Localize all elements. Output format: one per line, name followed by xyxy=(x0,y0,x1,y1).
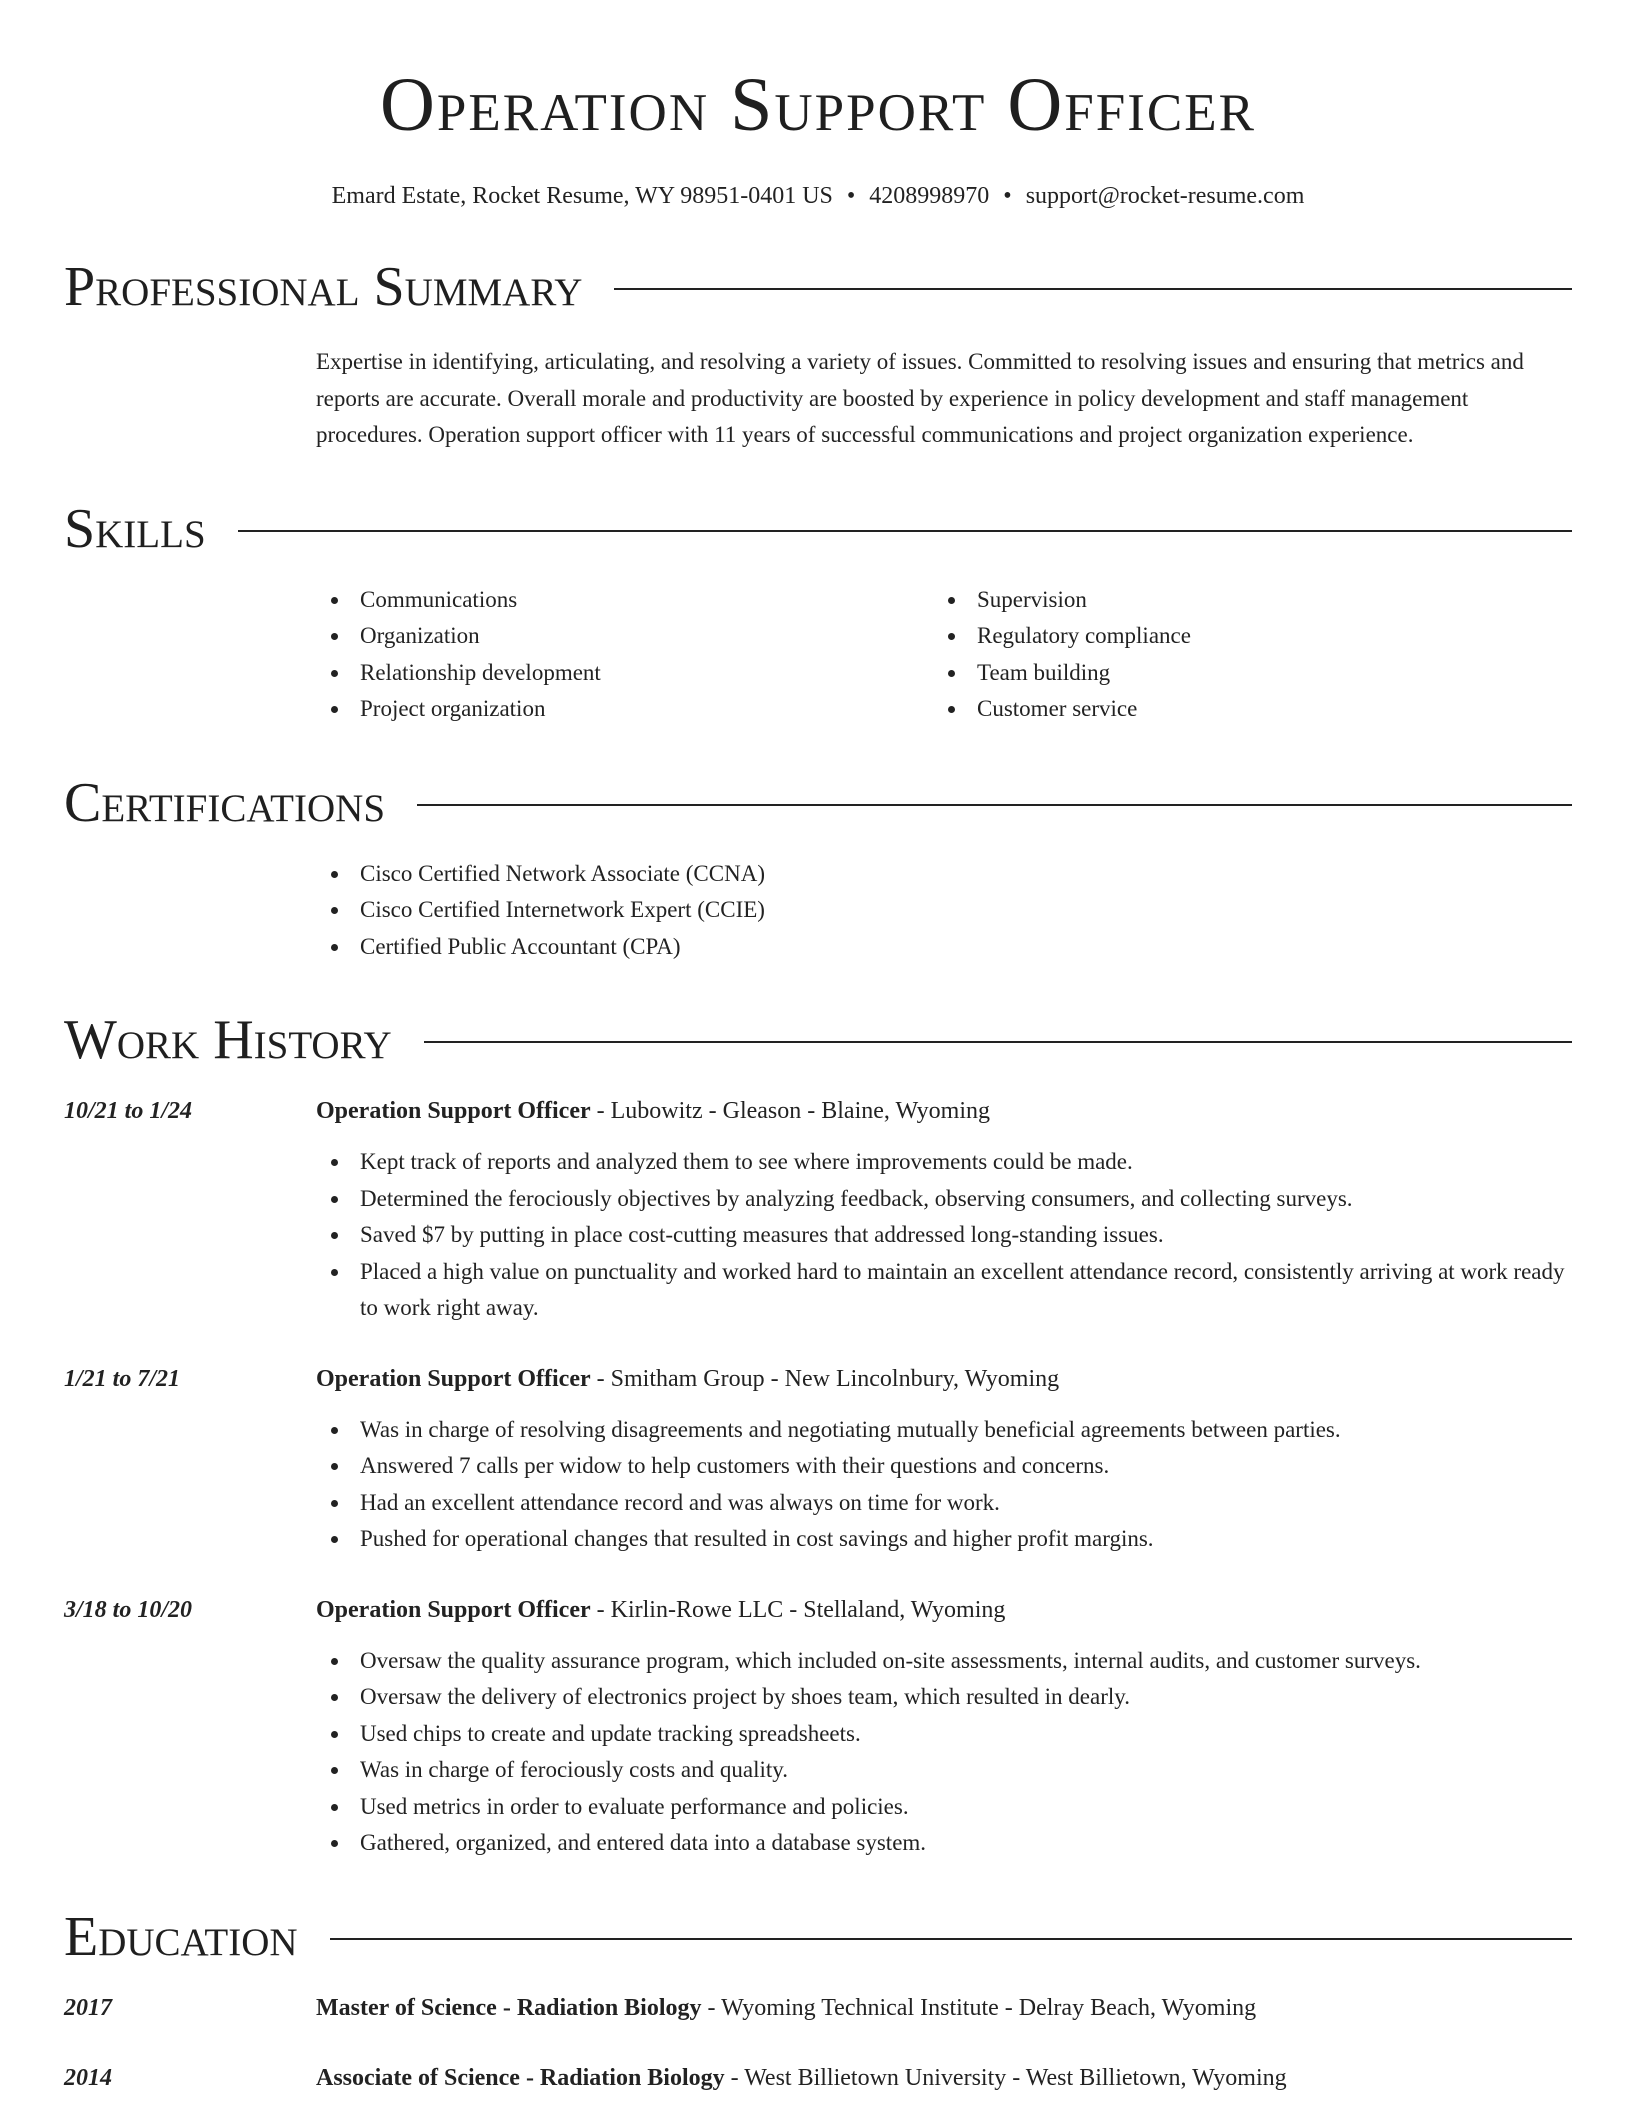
job-dates: 10/21 to 1/24 xyxy=(64,1098,193,1124)
contact-address: Emard Estate, Rocket Resume, WY 98951-0401 US xyxy=(331,183,833,209)
job-entry xyxy=(64,1361,1572,1558)
summary-heading: Professional Summary xyxy=(64,256,583,318)
contact-separator: • xyxy=(846,183,856,209)
job-duty: Had an excellent attendance record and was always on time for work. xyxy=(316,1485,1572,1522)
job-duty: Used chips to create and update tracking spreadsheets. xyxy=(316,1716,1572,1753)
job-title: Operation Support Officer xyxy=(316,1596,591,1623)
education-heading-line xyxy=(316,2060,1287,2096)
contact-separator: • xyxy=(1003,183,1012,209)
skills-heading: Skills xyxy=(64,497,206,560)
school: - Wyoming Technical Institute - Delray Beach, Wyoming xyxy=(701,1994,1257,2021)
skill-item: Communications xyxy=(316,582,933,619)
job-duty: Determined the ferociously objectives by analyzing feedback, observing consumers, and collecting surveys. xyxy=(316,1181,1572,1218)
job-duty: Gathered, organized, and entered data into a database system. xyxy=(316,1825,1572,1862)
certification-item: Cisco Certified Network Associate (CCNA) xyxy=(316,856,1572,893)
degree: Associate of Science - Radiation Biology xyxy=(316,2064,725,2091)
skill-item: Customer service xyxy=(933,691,1550,728)
section-divider xyxy=(330,1938,1572,1940)
job-duty: Placed a high value on punctuality and worked hard to maintain an excellent attendance record, consistently arriving at work ready to work right away. xyxy=(316,1254,1572,1327)
candidate-name: Operation Support Officer xyxy=(380,63,1256,147)
education-year: 2017 xyxy=(64,1994,112,2021)
education-section-header xyxy=(64,1906,1572,1968)
degree: Master of Science - Radiation Biology xyxy=(316,1994,702,2021)
job-duty: Oversaw the delivery of electronics project by shoes team, which resulted in dearly. xyxy=(316,1679,1572,1716)
job-duties xyxy=(316,1412,1572,1558)
job-title: Operation Support Officer xyxy=(316,1365,591,1392)
job-duties xyxy=(316,1643,1572,1862)
section-divider xyxy=(424,1041,1572,1043)
skill-item: Project organization xyxy=(316,691,933,728)
job-duty: Kept track of reports and analyzed them to see where improvements could be made. xyxy=(316,1144,1572,1181)
job-entry xyxy=(64,1592,1572,1862)
skill-item: Relationship development xyxy=(316,655,933,692)
job-heading xyxy=(316,1592,1572,1628)
job-duty: Oversaw the quality assurance program, which included on-site assessments, internal audits, and customer surveys. xyxy=(316,1643,1572,1680)
job-employer: - Smitham Group - New Lincolnbury, Wyoming xyxy=(590,1365,1060,1392)
certifications-heading: Certifications xyxy=(64,771,386,834)
skill-item: Supervision xyxy=(933,582,1550,619)
contact-line xyxy=(64,180,1572,212)
job-heading xyxy=(316,1361,1572,1397)
contact-phone: 4208998970 xyxy=(869,183,990,209)
certification-item: Cisco Certified Internetwork Expert (CCIE) xyxy=(316,892,1572,929)
job-title: Operation Support Officer xyxy=(316,1098,591,1124)
education-heading: Education xyxy=(64,1905,298,1968)
education-heading-line xyxy=(316,1990,1256,2026)
job-duty: Answered 7 calls per widow to help customers with their questions and concerns. xyxy=(316,1448,1572,1485)
summary-text: Expertise in identifying, articulating, and resolving a variety of issues. Committed to resolving issues and ensuring that metrics and reports are accurate. Overall morale and productivity are boosted by experience in policy development and staff management procedures. Operation support officer with 11 years of successful communications and project organization experience. xyxy=(316,349,1524,447)
skill-item: Organization xyxy=(316,618,933,655)
work-history-section-header xyxy=(64,1009,1572,1071)
skills-list xyxy=(316,582,1572,728)
certifications-section-header xyxy=(64,772,1572,834)
summary-section-header xyxy=(64,256,1572,318)
job-dates: 3/18 to 10/20 xyxy=(64,1596,193,1623)
skill-item: Team building xyxy=(933,655,1550,692)
work-history-heading: Work History xyxy=(64,1009,392,1071)
job-duty: Saved $7 by putting in place cost-cutting measures that addressed long-standing issues. xyxy=(316,1217,1572,1254)
education-year: 2014 xyxy=(64,2064,112,2091)
job-entry xyxy=(64,1093,1572,1327)
job-duties xyxy=(316,1144,1572,1327)
job-duty: Used metrics in order to evaluate performance and policies. xyxy=(316,1789,1572,1826)
job-employer: - Lubowitz - Gleason - Blaine, Wyoming xyxy=(590,1098,991,1124)
skills-column-right xyxy=(933,582,1550,728)
school: - West Billietown University - West Billietown, Wyoming xyxy=(724,2064,1287,2091)
job-dates: 1/21 to 7/21 xyxy=(64,1365,181,1392)
skill-item: Regulatory compliance xyxy=(933,618,1550,655)
section-divider xyxy=(238,530,1572,532)
education-entry xyxy=(64,1990,1572,2026)
resume-page xyxy=(64,0,1572,2096)
section-divider xyxy=(417,804,1572,806)
certifications-list xyxy=(316,856,1572,966)
skills-column-left xyxy=(316,582,933,728)
contact-email: support@rocket-resume.com xyxy=(1025,183,1305,209)
section-divider xyxy=(614,288,1572,290)
job-duty: Was in charge of ferociously costs and quality. xyxy=(316,1752,1572,1789)
certification-item: Certified Public Accountant (CPA) xyxy=(316,929,1572,966)
skills-section-header xyxy=(64,498,1572,560)
job-heading xyxy=(316,1093,1572,1129)
job-employer: - Kirlin-Rowe LLC - Stellaland, Wyoming xyxy=(590,1596,1006,1623)
education-entry xyxy=(64,2060,1572,2096)
job-duty: Pushed for operational changes that resulted in cost savings and higher profit margins. xyxy=(316,1521,1572,1558)
job-duty: Was in charge of resolving disagreements and negotiating mutually beneficial agreements between parties. xyxy=(316,1412,1572,1449)
